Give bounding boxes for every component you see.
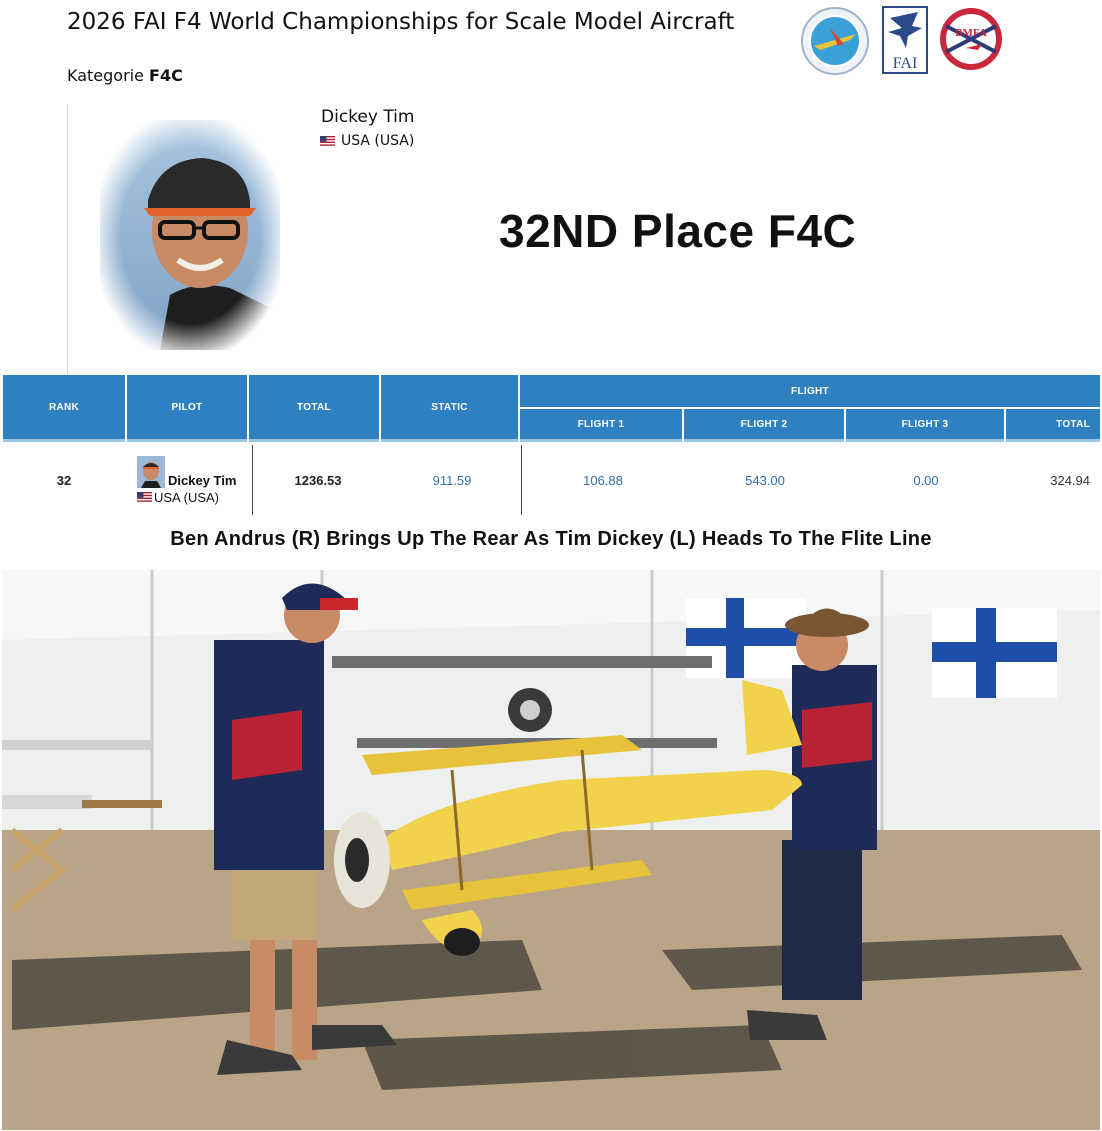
- cell-rank: 32: [56, 472, 72, 488]
- category-prefix: Kategorie: [67, 66, 144, 85]
- championship-logo: [800, 6, 870, 76]
- pilot-row-name[interactable]: Dickey Tim: [168, 472, 237, 488]
- page-title: 2026 FAI F4 World Championships for Scale Model Aircraft: [67, 9, 735, 35]
- pilot-thumbnail: [137, 456, 165, 488]
- category-code: F4C: [149, 66, 183, 85]
- usa-flag-icon: [137, 492, 152, 502]
- pilot-name: Dickey Tim: [321, 107, 415, 127]
- header-pilot: PILOT: [127, 375, 247, 442]
- header-flight-2: FLIGHT 2: [684, 409, 844, 442]
- profile-divider: [67, 104, 68, 374]
- pilot-row-top: [137, 456, 236, 488]
- results-table: [3, 375, 1100, 515]
- cell-flight-2[interactable]: 543.00: [745, 472, 785, 488]
- fai-logo: [882, 6, 928, 74]
- cell-flight-3[interactable]: 0.00: [913, 472, 939, 488]
- header-flight-1: FLIGHT 1: [520, 409, 682, 442]
- category-label: [67, 66, 183, 85]
- header-flight-3: FLIGHT 3: [846, 409, 1004, 442]
- sponsor-logos: [800, 6, 1005, 76]
- cell-static[interactable]: 911.59: [383, 445, 522, 515]
- cell-total: 1236.53: [294, 472, 342, 488]
- event-photo: [2, 570, 1100, 1130]
- cell-pilot[interactable]: [127, 445, 253, 515]
- pilot-country: [320, 133, 414, 149]
- bmfa-logo: [938, 6, 1004, 72]
- cell-flight-1[interactable]: 106.88: [583, 472, 623, 488]
- pilot-country-label: USA (USA): [341, 133, 415, 149]
- pilot-row-country: [137, 490, 219, 505]
- usa-flag-icon: [320, 136, 335, 146]
- bmfa-logo-text: BMFA: [955, 27, 987, 39]
- photo-caption: Ben Andrus (R) Brings Up The Rear As Tim Dickey (L) Heads To The Flite Line: [170, 528, 932, 550]
- cell-flight-total: 324.94: [1050, 472, 1090, 488]
- header-total: TOTAL: [249, 375, 379, 442]
- pilot-photo: [100, 120, 280, 350]
- header-flight-total: TOTAL: [1006, 409, 1100, 442]
- header-rank: RANK: [3, 375, 125, 442]
- finland-flag-right: [932, 608, 1057, 698]
- header-flight: FLIGHT: [520, 375, 1100, 408]
- fai-logo-text: FAI: [892, 55, 918, 72]
- header-static: STATIC: [381, 375, 518, 442]
- placement-headline: 32ND Place F4C: [499, 205, 857, 257]
- pilot-row-country-label: USA (USA): [154, 489, 220, 505]
